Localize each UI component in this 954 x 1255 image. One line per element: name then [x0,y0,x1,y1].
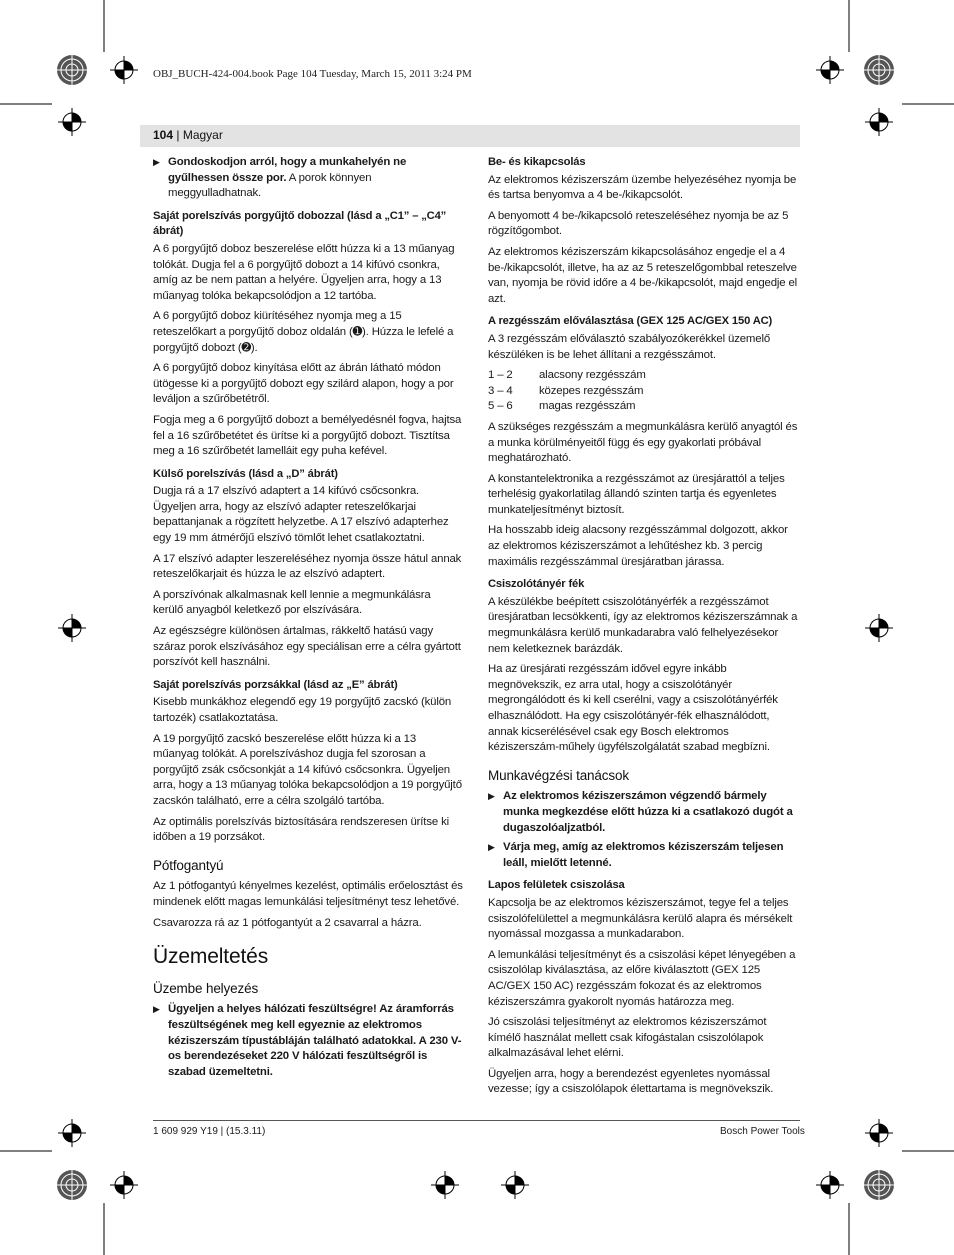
footer-divider [153,1120,800,1121]
section-heading: Pótfogantyú [153,857,224,873]
bullet-text: A porok könnyen meggyulladhatnak. [168,171,372,200]
footer-brand: Bosch Power Tools [720,1126,805,1137]
paragraph: Az optimális porelszívás biztosítására rendszeresen ürítse ki időben a 19 porzsákot. [153,815,449,844]
paragraph: A szükséges rezgésszám a megmunkálásra kerülő anyagtól és a munka körülményeitől függ és egy gyakorlati próbával meghatározható. [488,420,798,465]
paragraph: Jó csiszolási teljesítményt az elektromos kéziszerszámot kímélő használat mellett csak kifogástalan csiszolólapok alkalmazásával lehet elérni. [488,1016,767,1060]
subheading: Külső porelszívás (lásd a „D” ábrát) [153,467,338,480]
paragraph: A 6 porgyűjtő doboz kiürítéséhez nyomja meg a 15 reteszelőkart a porgyűjtő doboz oldalán (➊). Húzza le lefelé a porgyűjtő dobozt (➋). [153,310,454,354]
paragraph: A 3 rezgésszám előválasztó szabályozókerékkel üzemelő készüléken is be lehet állítani a rezgésszámot. [488,332,771,361]
paragraph: A 17 elszívó adapter leszereléséhez nyomja össze hátul annak reteszelőkarjait és húzza le az elszívó adaptert. [153,552,462,581]
paragraph: Fogja meg a 6 porgyűjtő dobozt a bemélyedésnél fogva, hajtsa fel a 16 szűrőbetétet és ürítse ki a porgyűjtő dobozt. Tisztítsa meg a 16 szűrőbetét lamelláit egy puha kefével. [153,413,462,458]
page-header [153,128,223,142]
triangle-bullet-icon: ▶ [488,791,495,802]
paragraph: A 6 porgyűjtő doboz beszerelése előtt húzza ki a 13 műanyag tolókát. Dugja fel a 6 porgyűjtő dobozt a 14 kifúvó csonkra, amíg az be nem pattan a helyére. Ügyeljen arra, hogy a 13 műanyag tolóka bekapcsolódjon a 12 tartóba. [153,242,455,302]
triangle-bullet-icon: ▶ [153,157,160,167]
paragraph: Az elektromos kéziszerszám üzembe helyezéséhez nyomja be és tartsa benyomva a 4 be-/kikapcsolót. [488,173,797,202]
paragraph: Ügyeljen arra, hogy a berendezést egyenletes nyomással vezesse; így a csiszolólapok élettartama is megnövekszik. [488,1067,774,1096]
range-label: alacsony rezgésszám [539,369,646,382]
range-value: 3 – 4 [488,384,513,397]
subheading: Lapos felületek csiszolása [488,879,625,892]
right-column [488,155,800,1103]
paragraph: Kapcsolja be az elektromos kéziszerszámot, tegye fel a teljes csiszolófelülettel a megmunkálásra kerülő alapra és mérsékelt nyomással mozgassa a munkadarabon. [488,896,793,941]
bullet-bold-text: Az elektromos kéziszerszámon végzendő bármely munka megkezdése előtt húzza ki a csatlakozó dugót a dugaszolóaljzatból. [503,790,793,834]
range-label: közepes rezgésszám [539,384,644,397]
paragraph: A porszívónak alkalmasnak kell lennie a megmunkálásra kerülő anyagból keletkező por elszívására. [153,588,431,617]
bullet-item [488,789,800,836]
left-column [153,155,463,1084]
bullet-item [153,1002,463,1080]
bullet-item [488,840,800,871]
paragraph: Az elektromos kéziszerszám kikapcsolásához engedje el a 4 be-/kikapcsolót, illetve, ha az az 5 reteszelőgombbal reteszelve van, nyomja be rövid időre a 4 be-/kikapcsolót, majd engedje el azt. [488,245,798,305]
section-heading: Üzembe helyezés [153,980,259,996]
subheading: Csiszolótányér fék [488,578,585,591]
bullet-bold-text: Ügyeljen a helyes hálózati feszültségre! Az áramforrás feszültségének meg kell egyeznie az elektromos kéziszerszám típustábláján található adatokkal. A 230 V-os berendezéseket 220 V hálózati feszültségről is szabad üzemeltetni. [168,1003,462,1078]
range-label: magas rezgésszám [539,400,636,413]
paragraph: A 6 porgyűjtő doboz kinyítása előtt az ábrán látható módon ütögesse ki a porgyűjtő dobozt egy szilárd alapon, hogy a por leváljon a szűrőbetétről. [153,362,454,406]
paragraph: A konstantelektronika a rezgésszámot az üresjárattól a teljes terhelésig gyakorlatilag állandó szinten tartja és egyenletes munkateljesítményt biztosít. [488,472,785,516]
triangle-bullet-icon: ▶ [488,842,495,853]
header-bar [140,125,800,147]
subheading: A rezgésszám előválasztása (GEX 125 AC/GEX 150 AC) [488,315,773,328]
range-value: 1 – 2 [488,369,513,382]
paragraph: Dugja rá a 17 elszívó adaptert a 14 kifúvó csőcsonkra. Ügyeljen arra, hogy az elszívó adapter reteszelőkarjai bepattanjanak a rögzített helyzetbe. A 17 elszívó adapterhez egy 19 mm átmérőjű elszívó tömlőt lehet csatlakoztatni. [153,485,449,545]
range-value: 5 – 6 [488,400,513,413]
paragraph: A benyomott 4 be-/kikapcsoló reteszeléséhez nyomja be az 5 rögzítőgombot. [488,209,789,238]
paragraph: Ha hosszabb ideig alacsony rezgésszámmal dolgozott, akkor az elektromos kéziszerszámot a lehűtéshez kb. 3 percig maximális rezgésszámmal üresjáratban járassa. [488,524,788,568]
bullet-bold-text: Gondoskodjon arról, hogy a munkahelyén ne gyűlhessen össze por. [168,156,407,184]
range-row [488,384,800,400]
bullet-bold-text: Várja meg, amíg az elektromos kéziszerszám teljesen leáll, mielőtt letenné. [503,841,784,869]
subheading: Saját porelszívás porgyűjtő dobozzal (lásd a „C1” – „C4” ábrát) [153,209,447,238]
subheading: Be- és kikapcsolás [488,156,586,168]
range-row [488,399,800,415]
footer-code: 1 609 929 Y19 | (15.3.11) [153,1126,266,1137]
triangle-bullet-icon: ▶ [153,1004,160,1015]
subheading: Saját porelszívás porzsákkal (lásd az „E” ábrát) [153,678,398,691]
paragraph: Csavarozza rá az 1 pótfogantyút a 2 csavarral a házra. [153,916,422,929]
paragraph: Az 1 pótfogantyú kényelmes kezelést, optimális erőelosztást és mindenek előtt magas lemunkálási teljesítményt tesz lehetővé. [153,880,463,908]
bullet-item [153,155,463,202]
page-number: 104 [153,128,174,142]
print-info: OBJ_BUCH-424-004.book Page 104 Tuesday, March 15, 2011 3:24 PM [153,68,472,80]
paragraph: A lemunkálási teljesítményt és a csiszolási képet lényegében a csiszolólap kiválasztása, az előre kiválasztott (GEX 125 AC/GEX 150 AC) rezgésszám fokozat és az elektromos kéziszerszámra gyakorolt nyomás határozza meg. [488,948,796,1008]
chapter-heading: Üzemeltetés [153,945,269,969]
paragraph: Ha az üresjárati rezgésszám idővel egyre inkább megnövekszik, ez arra utal, hogy a csiszolótányér megrongálódott és ki kell cserélni, vagy a csiszolótányérfék elhasználódott. Ha egy csiszolótányér-fék elhasználódott, annak kicserélésével csak egy Bosch elektromos kéziszerszám-műhely ügyfélszolgálatát szabad megbízni. [488,663,778,754]
section-heading: Munkavégzési tanácsok [488,767,629,783]
paragraph: Kisebb munkákhoz elegendő egy 19 porgyűjtő zacskó (külön tartozék) csatlakoztatása. [153,696,452,724]
section-name: | Magyar [173,128,223,142]
paragraph: Az egészségre különösen ártalmas, rákkeltő hatású vagy száraz porok elszívásához egy speciálisan erre a célra gyártott porszívót kell használni. [153,625,461,669]
range-row [488,368,800,384]
paragraph: A készülékbe beépített csiszolótányérfék a rezgésszámot üresjáratban lecsökkenti, így az elektromos kéziszerszámnak a megmunkálásra kerülő munkadarabra való felhelyezésekor nem keletkeznek barázdák. [488,595,798,655]
paragraph: A 19 porgyűjtő zacskó beszerelése előtt húzza ki a 13 műanyag tolókát. A porelszíváshoz dugja fel szorosan a porgyűjtő zsák csőcsonkját a 14 kifúvó csőcsonkra. Ügyeljen arra, hogy a 13 műanyag tolóka bekapcsolódjon a 19 porgyűjtő zacskón található, erre a célra szolgáló tartóba. [153,732,462,807]
